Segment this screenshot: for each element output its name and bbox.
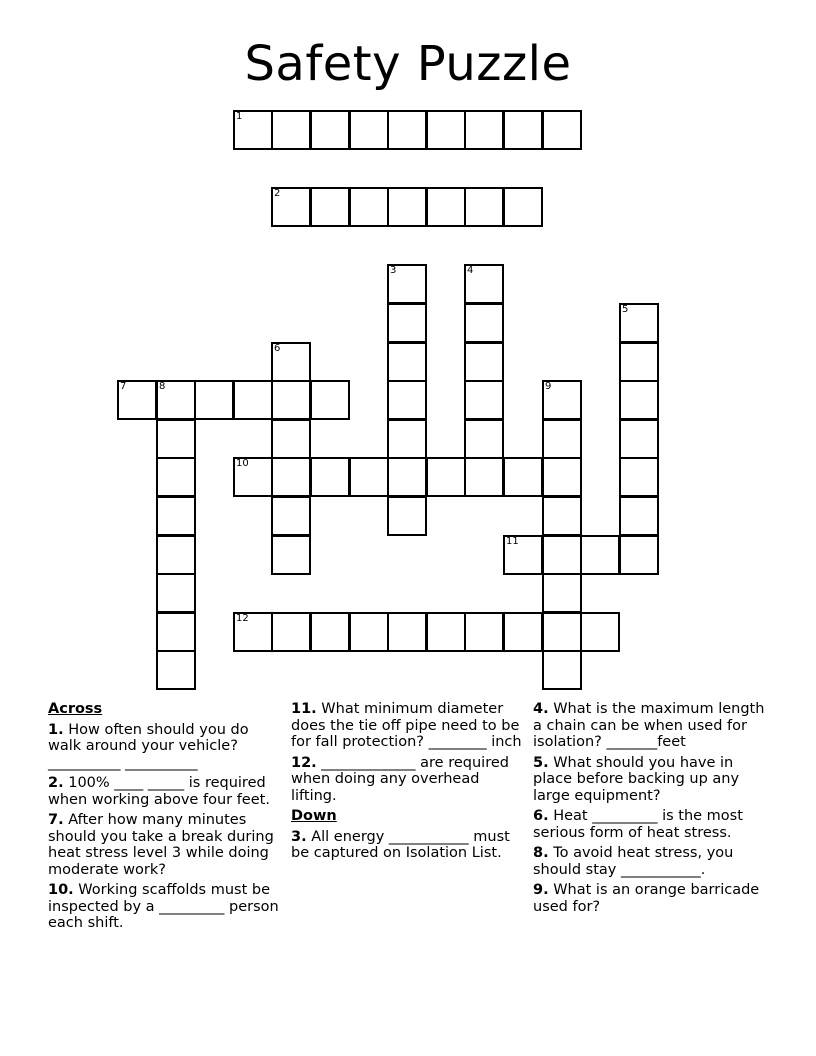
grid-cell[interactable] xyxy=(156,535,196,575)
clue-text: Heat _________ is the most serious form of heat stress. xyxy=(533,808,743,841)
down-clue-4 xyxy=(533,701,765,751)
grid-cell[interactable] xyxy=(619,342,659,382)
clue-text: All energy ___________ must be captured on Isolation List. xyxy=(291,828,510,861)
across-clue-7 xyxy=(48,812,280,878)
down-clue-5 xyxy=(533,755,765,805)
grid-cell[interactable] xyxy=(464,264,504,304)
across-clue-1 xyxy=(48,722,280,772)
grid-cell[interactable] xyxy=(503,612,543,652)
grid-cell[interactable] xyxy=(464,303,504,343)
clue-text: What is an orange barricade used for? xyxy=(533,882,760,915)
clue-text: What is the maximum length a chain can be when used for isolation? _______feet xyxy=(533,701,765,750)
grid-cell[interactable] xyxy=(271,535,311,575)
across-heading: Across xyxy=(48,701,103,717)
across-clue-12 xyxy=(291,755,523,805)
grid-cell[interactable] xyxy=(542,380,582,420)
grid-cell[interactable] xyxy=(349,457,389,497)
grid-cell[interactable] xyxy=(464,457,504,497)
clue-text: What should you have in place before backing up any large equipment? xyxy=(533,754,740,804)
clue-text: To avoid heat stress, you should stay ___________. xyxy=(533,845,734,878)
cell-number: 8 xyxy=(159,381,166,392)
grid-cell[interactable] xyxy=(156,419,196,459)
grid-cell[interactable] xyxy=(156,380,196,420)
clue-number: 1. xyxy=(48,721,64,738)
cell-number: 3 xyxy=(390,265,397,276)
grid-cell[interactable] xyxy=(156,457,196,497)
grid-cell[interactable] xyxy=(542,457,582,497)
clue-number: 4. xyxy=(533,701,549,717)
across-clue-10 xyxy=(48,882,280,932)
grid-cell[interactable] xyxy=(619,419,659,459)
clue-number: 9. xyxy=(533,882,549,898)
grid-cell[interactable] xyxy=(349,110,389,150)
grid-cell[interactable] xyxy=(233,380,273,420)
grid-cell[interactable] xyxy=(464,187,504,227)
grid-cell[interactable] xyxy=(426,612,466,652)
cell-number: 5 xyxy=(622,304,629,315)
grid-cell[interactable] xyxy=(387,264,427,304)
clue-text: What minimum diameter does the tie off pipe need to be for fall protection? ________ inch xyxy=(291,701,522,750)
clue-number: 3. xyxy=(291,828,307,845)
grid-cell[interactable] xyxy=(580,612,620,652)
grid-cell[interactable] xyxy=(271,342,311,382)
grid-cell[interactable] xyxy=(542,419,582,459)
clue-number: 12. xyxy=(291,754,317,771)
puzzle-title: Safety Puzzle xyxy=(244,36,572,92)
clue-column-1 xyxy=(48,701,280,936)
clue-text: _____________ are required when doing any overhead lifting. xyxy=(291,754,509,804)
grid-cell[interactable] xyxy=(310,110,350,150)
clue-number: 6. xyxy=(533,808,549,824)
grid-cell[interactable] xyxy=(426,457,466,497)
cell-number: 1 xyxy=(236,111,243,122)
clue-text: After how many minutes should you take a break during heat stress level 3 while doing moderate work? xyxy=(48,812,274,878)
grid-cell[interactable] xyxy=(464,110,504,150)
grid-cell[interactable] xyxy=(271,380,311,420)
grid-cell[interactable] xyxy=(156,496,196,536)
grid-cell[interactable] xyxy=(619,496,659,536)
cell-number: 7 xyxy=(120,381,127,392)
grid-cell[interactable] xyxy=(542,535,582,575)
grid-cell[interactable] xyxy=(464,419,504,459)
grid-cell[interactable] xyxy=(619,535,659,575)
clue-column-2 xyxy=(291,701,523,866)
cell-number: 4 xyxy=(467,265,474,276)
grid-cell[interactable] xyxy=(233,110,273,150)
grid-cell[interactable] xyxy=(542,650,582,690)
grid-cell[interactable] xyxy=(426,110,466,150)
grid-cell[interactable] xyxy=(387,187,427,227)
grid-cell[interactable] xyxy=(542,612,582,652)
cell-number: 11 xyxy=(506,536,519,547)
grid-cell[interactable] xyxy=(619,303,659,343)
grid-cell[interactable] xyxy=(387,110,427,150)
grid-cell[interactable] xyxy=(271,419,311,459)
grid-cell[interactable] xyxy=(464,612,504,652)
grid-cell[interactable] xyxy=(426,187,466,227)
cell-number: 9 xyxy=(545,381,552,392)
grid-cell[interactable] xyxy=(156,650,196,690)
grid-cell[interactable] xyxy=(542,110,582,150)
grid-cell[interactable] xyxy=(387,496,427,536)
grid-cell[interactable] xyxy=(117,380,157,420)
grid-cell[interactable] xyxy=(387,612,427,652)
grid-cell[interactable] xyxy=(349,187,389,227)
cell-number: 6 xyxy=(274,343,281,354)
clue-text: How often should you do walk around your vehicle? __________ __________ xyxy=(48,721,249,771)
grid-cell[interactable] xyxy=(271,110,311,150)
down-heading: Down xyxy=(291,808,337,824)
cell-number: 2 xyxy=(274,188,281,199)
grid-cell[interactable] xyxy=(503,535,543,575)
grid-cell[interactable] xyxy=(233,612,273,652)
down-clue-3 xyxy=(291,829,523,862)
grid-cell[interactable] xyxy=(156,612,196,652)
grid-cell[interactable] xyxy=(387,380,427,420)
grid-cell[interactable] xyxy=(271,457,311,497)
grid-cell[interactable] xyxy=(387,419,427,459)
grid-cell[interactable] xyxy=(619,457,659,497)
grid-cell[interactable] xyxy=(271,187,311,227)
grid-cell[interactable] xyxy=(271,612,311,652)
grid-cell[interactable] xyxy=(503,110,543,150)
grid-cell[interactable] xyxy=(310,457,350,497)
clue-text: 100% ____ _____ is required when working above four feet. xyxy=(48,775,270,808)
grid-cell[interactable] xyxy=(310,612,350,652)
grid-cell[interactable] xyxy=(233,457,273,497)
clue-number: 7. xyxy=(48,812,64,828)
across-clue-11 xyxy=(291,701,523,751)
grid-cell[interactable] xyxy=(310,380,350,420)
clue-number: 11. xyxy=(291,701,317,717)
grid-cell[interactable] xyxy=(156,573,196,613)
down-clue-6 xyxy=(533,808,765,841)
grid-cell[interactable] xyxy=(194,380,234,420)
grid-cell[interactable] xyxy=(464,380,504,420)
grid-cell[interactable] xyxy=(464,342,504,382)
grid-cell[interactable] xyxy=(503,187,543,227)
clue-number: 8. xyxy=(533,845,549,861)
down-clue-8 xyxy=(533,845,765,878)
grid-cell[interactable] xyxy=(503,457,543,497)
cell-number: 12 xyxy=(236,613,249,624)
across-clue-2 xyxy=(48,775,280,808)
grid-cell[interactable] xyxy=(542,573,582,613)
cell-number: 10 xyxy=(236,458,249,469)
grid-cell[interactable] xyxy=(349,612,389,652)
grid-cell[interactable] xyxy=(580,535,620,575)
clue-number: 5. xyxy=(533,754,549,771)
grid-cell[interactable] xyxy=(387,303,427,343)
clue-number: 2. xyxy=(48,775,64,791)
down-clue-9 xyxy=(533,882,765,915)
grid-cell[interactable] xyxy=(387,457,427,497)
grid-cell[interactable] xyxy=(310,187,350,227)
grid-cell[interactable] xyxy=(542,496,582,536)
grid-cell[interactable] xyxy=(619,380,659,420)
clue-text: Working scaffolds must be inspected by a _________ person each shift. xyxy=(48,882,279,931)
grid-cell[interactable] xyxy=(271,496,311,536)
grid-cell[interactable] xyxy=(387,342,427,382)
clue-column-3 xyxy=(533,701,765,919)
clue-number: 10. xyxy=(48,882,74,898)
